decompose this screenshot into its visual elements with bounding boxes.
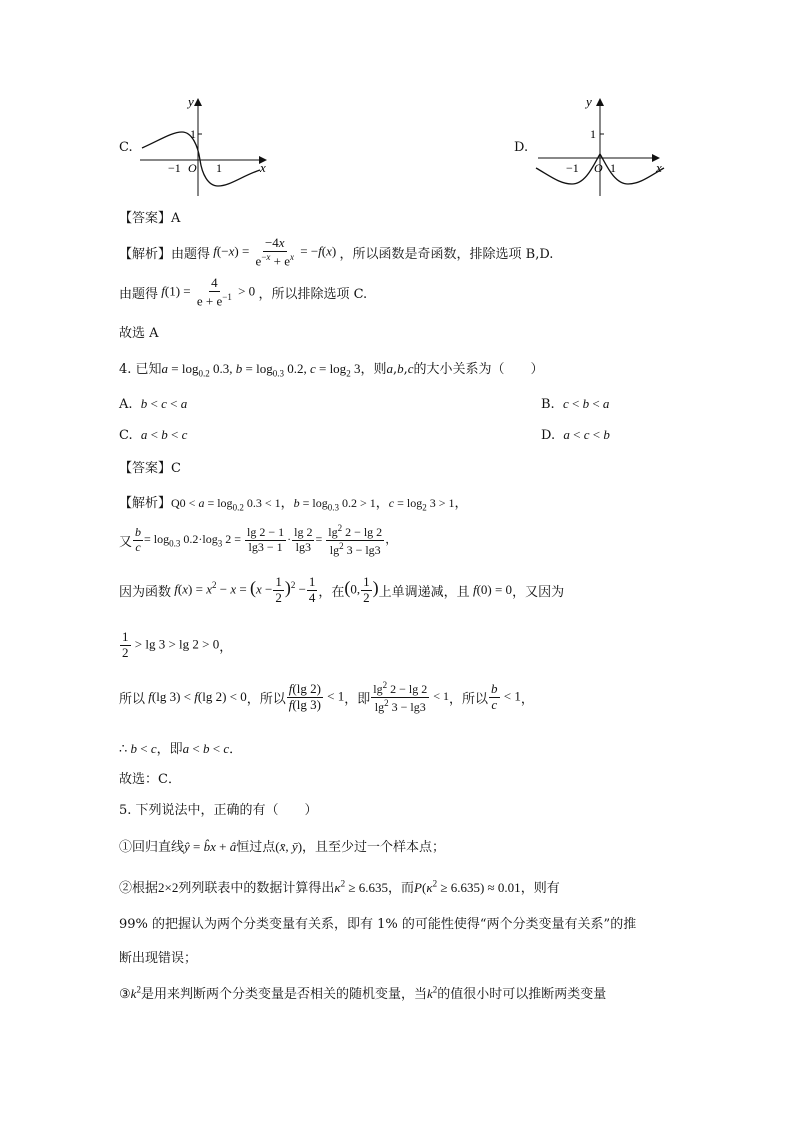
graph-c-neg-one: −1 (168, 161, 181, 175)
q4-analysis-line-5: 所以 f(lg 3) < f(lg 2) < 0 ，所以 $\frac{f(\lg 2)}{f(\lg 3)}$ < 1 ，即 $\frac{\lg^2 2 - \lg 2}{\lg^2 3 - \lg 3}$ < 1 ，所以 $\frac{b}{c}$ < 1 ， (119, 680, 534, 714)
q4-stem: 4. 已知$a = \log_{0.2} 0.3$, $b = \log_{0.3} 0.2$, $c = \log_2 3$，则a,b,c的大小关系为（ ） (119, 361, 544, 379)
graph-d-one-x: 1 (610, 161, 616, 175)
q4-option-b[interactable]: B. c < b < a (541, 396, 610, 412)
graph-d-neg-one: −1 (566, 161, 579, 175)
q5-statement-3: $③k^2$是用来判断两个分类变量是否相关的随机变量，当$k^2$的值很小时可以推断两类变量 (119, 984, 607, 1002)
q5-statement-2-line-1: ②根据2×2列列联表中的数据计算得出$\kappa^2 \ge 6.635$，而$P(\kappa^2 \ge 6.635) \approx 0.01$，则有 (119, 878, 560, 896)
graph-c (130, 92, 280, 202)
q3-analysis-line-2 (119, 276, 367, 309)
graph-c-y-label: y (188, 94, 194, 109)
q3-formula-1: f(−x) = $\frac{-4x}{e^{-x} + e^x}$ = −f(x) (213, 235, 340, 269)
q5-stem: 5. 下列说法中，正确的有（ ） (119, 803, 318, 818)
option-c-label: C. (119, 140, 133, 155)
graph-c-one-x: 1 (216, 161, 222, 175)
q3-a1-pre: 由题得 (171, 247, 211, 263)
graph-c-x-label: x (260, 160, 266, 175)
q3-conclusion: 故选 A (119, 326, 159, 341)
q3-formula-2: f(1) = $\frac{4}{e + e^{-1}}$ > 0 (161, 275, 259, 309)
q4-analysis-line-4: $\frac{1}{2}$ > lg 3 > lg 2 > 0 ， (122, 629, 233, 660)
graph-c-y-arrow (194, 98, 202, 106)
q4-analysis-line-6: ∴ b < c，即a < b < c． (119, 741, 243, 757)
q3-analysis-line-1 (119, 236, 553, 269)
q4-option-d[interactable]: D. a < c < b (541, 427, 610, 443)
q3-analysis-label: 【解析】 (119, 247, 172, 263)
q3-a2-post: ，所以排除选项 C. (258, 287, 368, 303)
graph-d-y-arrow (596, 98, 604, 106)
q5-statement-2-line-3: 断出现错误； (119, 951, 198, 966)
graph-d-y-label: y (586, 94, 592, 109)
graph-d-one-y: 1 (590, 127, 596, 141)
q4-analysis-line-1: 【解析】$Q0 < a = \log_{0.2} 0.3 < 1$，$b = \log_{0.3} 0.2 > 1$，$c = \log_2 3 > 1$， (119, 496, 468, 513)
graph-d-x-label: x (656, 160, 662, 175)
q3-answer: 【答案】A (119, 211, 181, 226)
q4-analysis-line-3: 因为函数 $f(x) = x^2 - x = (x$ − $\frac{1}{2}$ )$^2$ − $\frac{1}{4}$ ，在 (0, $\frac{1}{2}$ ) 上单调递减，且 f(0) = 0 ，又因为 (119, 574, 565, 605)
q4-option-a[interactable]: A. b < c < a (119, 396, 188, 412)
q3-a2-pre: 由题得 (119, 287, 159, 303)
graph-c-curve (142, 132, 260, 186)
q5-statement-2-line-2: 99% 的把握认为两个分类变量有关系，即有 1% 的可能性使得“两个分类变量有关系”的推 (119, 917, 637, 932)
q4-answer: 【答案】C (119, 461, 181, 476)
q5-statement-1: ①回归直线ŷ = b̂x + â恒过点(x̄, ȳ)，且至少过一个样本点； (119, 839, 446, 855)
graph-c-origin: O (188, 161, 197, 175)
option-d-label: D. (514, 140, 529, 155)
graph-c-one-y: 1 (190, 127, 196, 141)
q4-option-c[interactable]: C. a < b < c (119, 427, 188, 443)
graph-d-origin: O (594, 161, 603, 175)
q4-analysis-line-2: 又 $\frac{b}{c}$ = $\log_{0.3} 0.2\cdot\log_3$ 2 = $\frac{\lg 2 - 1}{\lg 3 - 1}$ · $\frac{\lg 2}{\lg 3}$ = $\frac{\lg^2 2 - \lg 2}{\lg^2 3 - \lg 3}$ ， (119, 523, 398, 557)
graph-d (530, 92, 680, 202)
q3-a1-post: ，所以函数是奇函数，排除选项 B,D. (339, 247, 554, 263)
q4-conclusion: 故选：C． (119, 772, 181, 787)
